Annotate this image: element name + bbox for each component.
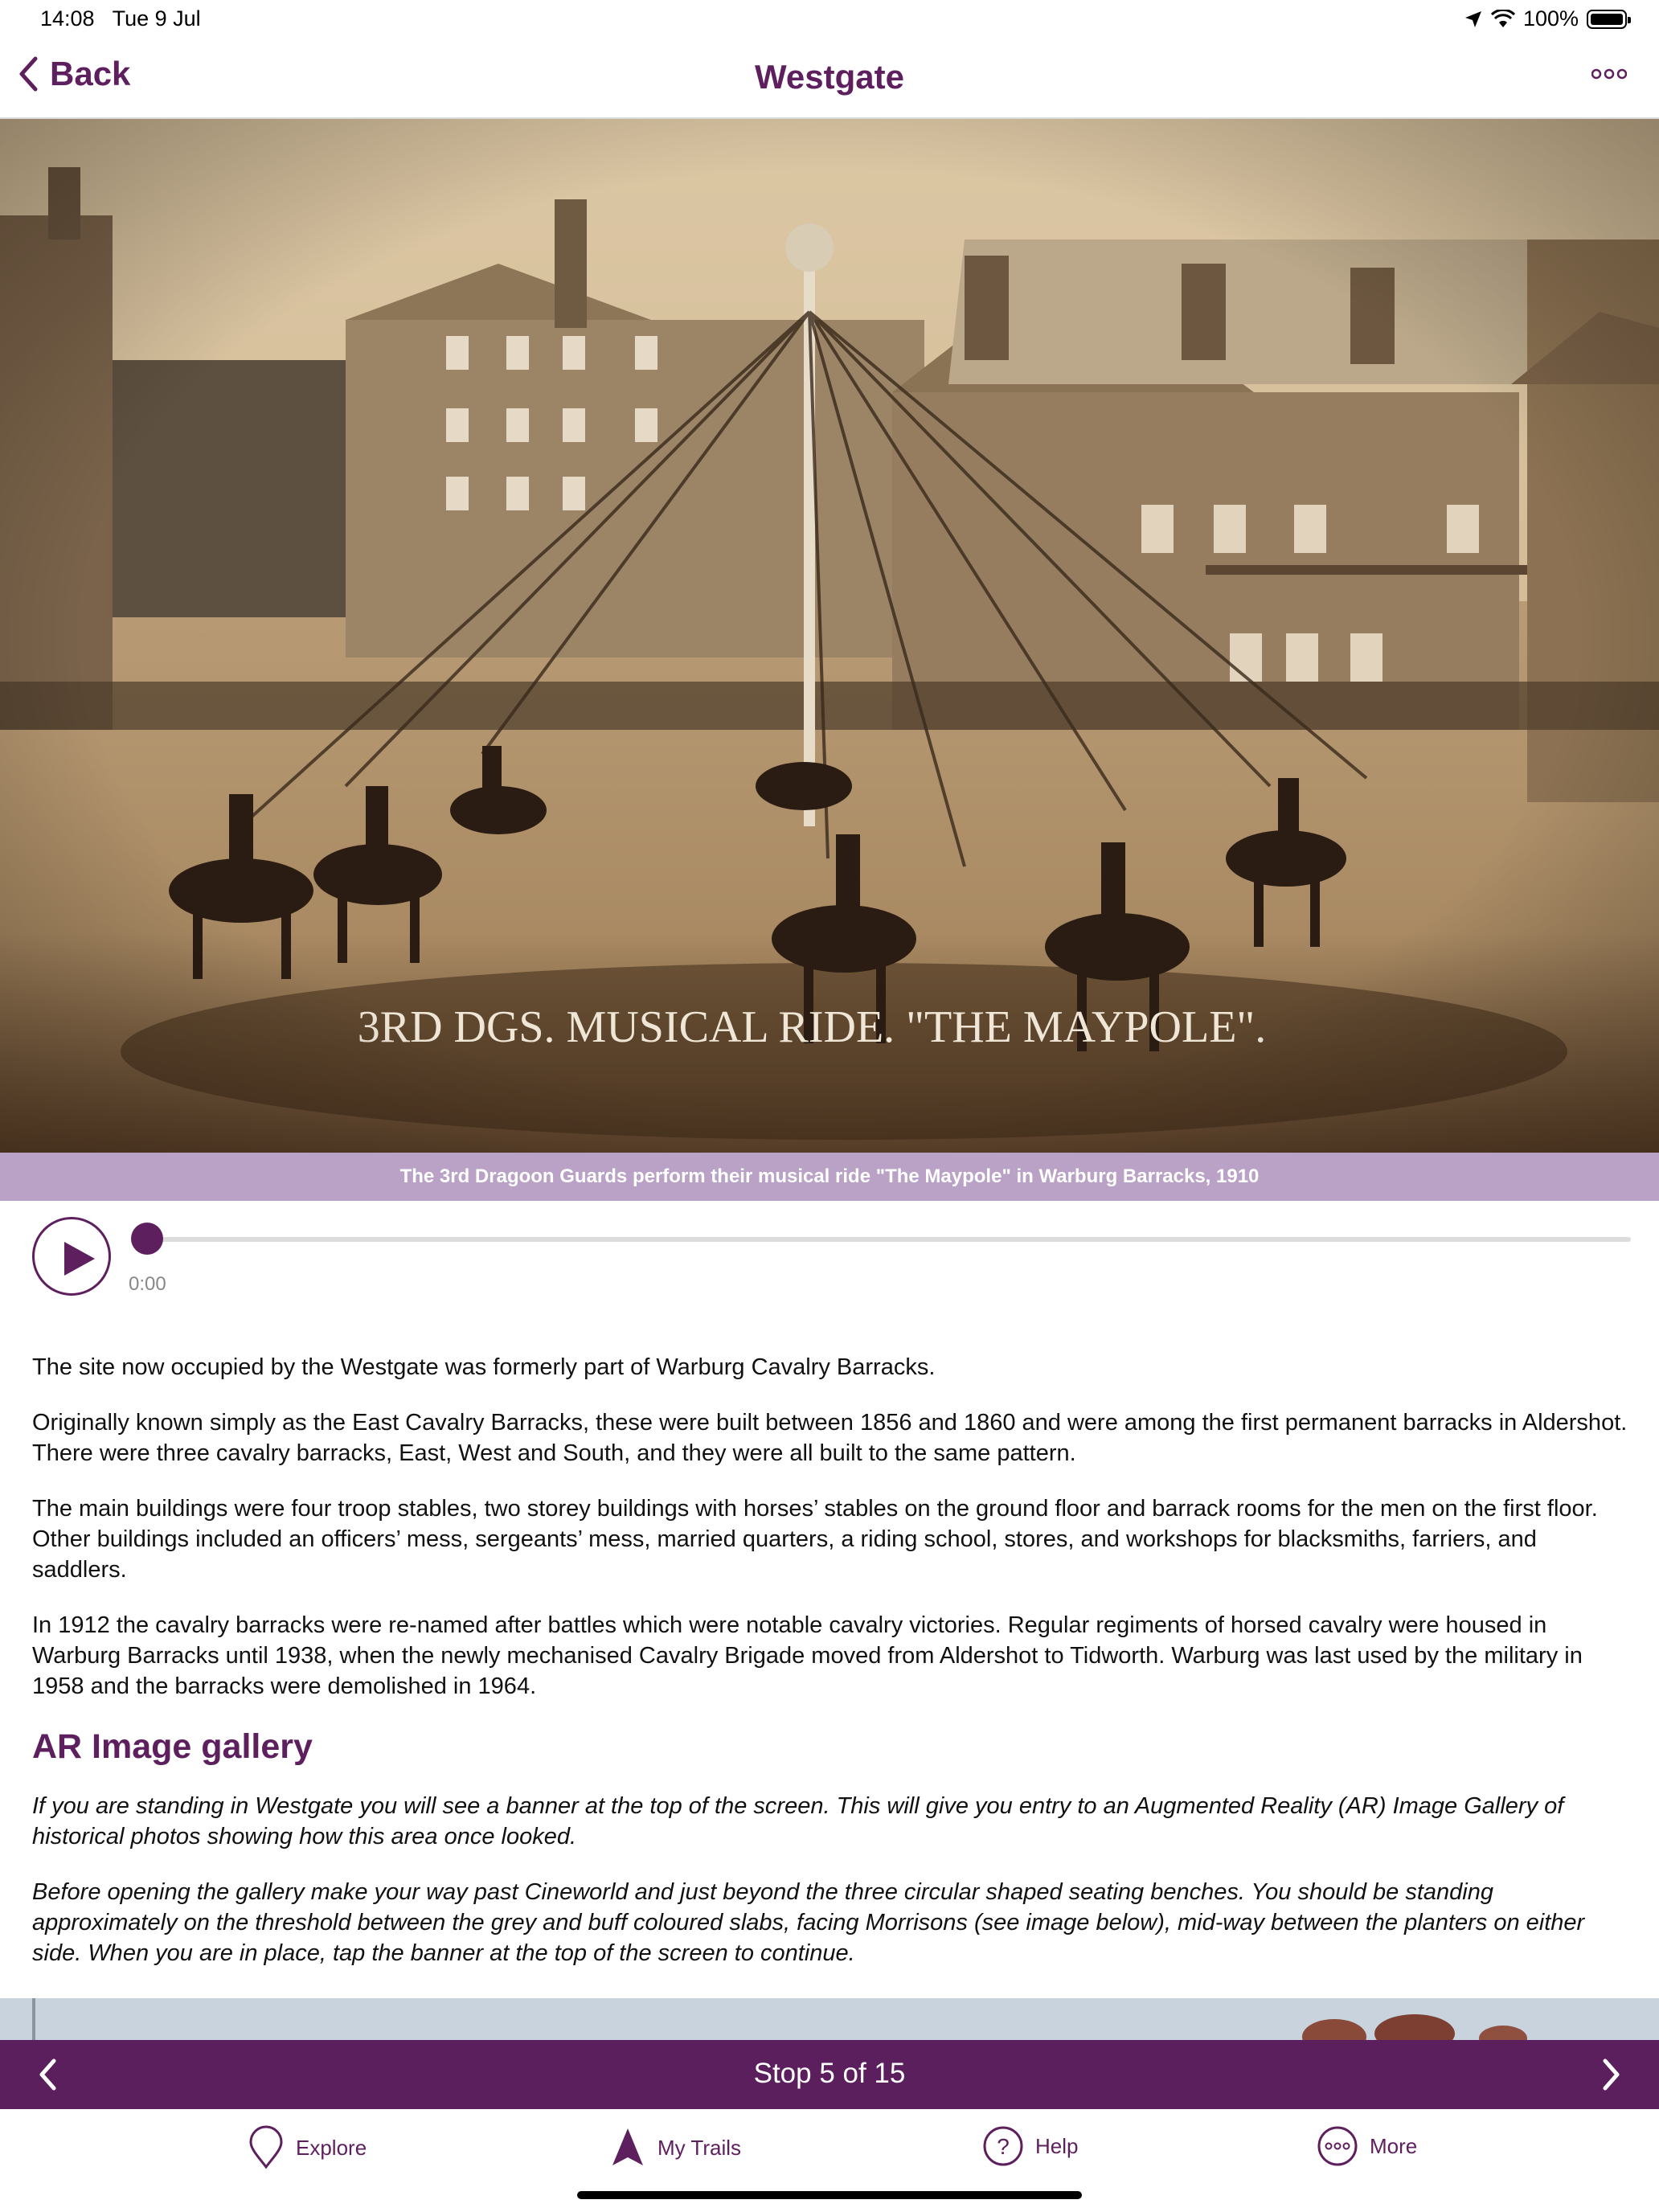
play-button[interactable]: [32, 1217, 111, 1296]
sepia-photo-drawing: [0, 119, 1659, 1153]
status-indicators: [1464, 6, 1627, 31]
tab-label: Explore: [296, 2135, 367, 2160]
gallery-heading: AR Image gallery: [32, 1727, 313, 1766]
tab-label: More: [1370, 2133, 1418, 2158]
audio-scrubber-handle[interactable]: [131, 1223, 163, 1255]
paragraph: The main buildings were four troop stables, two storey buildings with horses’ stables on the ground floor and barrack rooms for the men on the first floor. Other buildings included an officers’ mess, sergeants’ mess, married quarters, a riding school, stores, and workshops for blacksmiths, farriers, and saddlers.: [32, 1496, 1598, 1583]
wifi-icon: [1491, 10, 1515, 29]
navigation-arrow-icon: [609, 2125, 646, 2170]
audio-time: 0:00: [129, 1273, 166, 1295]
page-title: Westgate: [755, 58, 904, 96]
navigation-bar: [0, 39, 1659, 119]
more-options-button[interactable]: [1591, 68, 1627, 84]
hero-photo: [0, 119, 1659, 1153]
audio-progress-track[interactable]: [147, 1237, 1631, 1242]
article-body: [32, 1352, 1628, 1993]
map-pin-icon: [248, 2125, 285, 2170]
back-label: Back: [50, 55, 131, 92]
tab-explore[interactable]: [248, 2125, 367, 2170]
more-dots-icon: [1591, 68, 1627, 80]
question-circle-icon: [982, 2125, 1024, 2167]
status-time: 14:08 Tue 9 Jul: [40, 6, 201, 31]
gallery-paragraph: Before opening the gallery make your way past Cineworld and just beyond the three circular shaped seating benches. You should be standing approximately on the threshold between the grey and buff coloured slabs, facing Morrisons (see image below), mid-way between the planters on either side. When you are in place, tap the banner at the top of the screen to continue.: [32, 1879, 1585, 1966]
paragraph: The site now occupied by the Westgate was formerly part of Warburg Cavalry Barracks.: [32, 1354, 936, 1380]
battery-icon: [1587, 10, 1627, 29]
chevron-right-icon: [1601, 2058, 1622, 2091]
location-photo-preview: [0, 1998, 1659, 2040]
more-circle-icon: [1317, 2125, 1358, 2167]
gallery-paragraph: If you are standing in Westgate you will see a banner at the top of the screen. This will give you entry to an Augmented Reality (AR) Image Gallery of historical photos showing how this area once looked.: [32, 1793, 1564, 1849]
tab-label: Help: [1035, 2133, 1079, 2158]
stop-counter: Stop 5 of 15: [753, 2058, 906, 2089]
audio-player: [0, 1201, 1659, 1321]
photo-caption: The 3rd Dragoon Guards perform their musical ride "The Maypole" in Warburg Barracks, 1910: [0, 1153, 1659, 1201]
location-icon: [1464, 10, 1483, 29]
tab-my-trails[interactable]: [609, 2125, 741, 2170]
home-indicator: [577, 2191, 1082, 2199]
battery-percent: 100%: [1522, 6, 1579, 31]
stop-navigation-bar: [0, 2040, 1659, 2109]
tab-more[interactable]: [1317, 2125, 1417, 2167]
tab-help[interactable]: [982, 2125, 1078, 2167]
paragraph: In 1912 the cavalry barracks were re-named after battles which were notable cavalry victories. Regular regiments of horsed cavalry were housed in Warburg Barracks until 1938, when the newly mechanised Cavalry Brigade moved from Aldershot to Tidworth. Warburg was last used by the military in 1958 and the barracks were demolished in 1964.: [32, 1612, 1583, 1699]
paragraph: Originally known simply as the East Cavalry Barracks, these were built between 1856 and 1860 and were among the first permanent barracks in Aldershot. There were three cavalry barracks, East, West and South, and they were all built to the same pattern.: [32, 1410, 1628, 1466]
tab-label: My Trails: [657, 2135, 741, 2160]
svg-text:?: ?: [997, 2134, 1010, 2159]
next-stop-button[interactable]: [1601, 2058, 1622, 2095]
status-bar: [0, 0, 1659, 39]
